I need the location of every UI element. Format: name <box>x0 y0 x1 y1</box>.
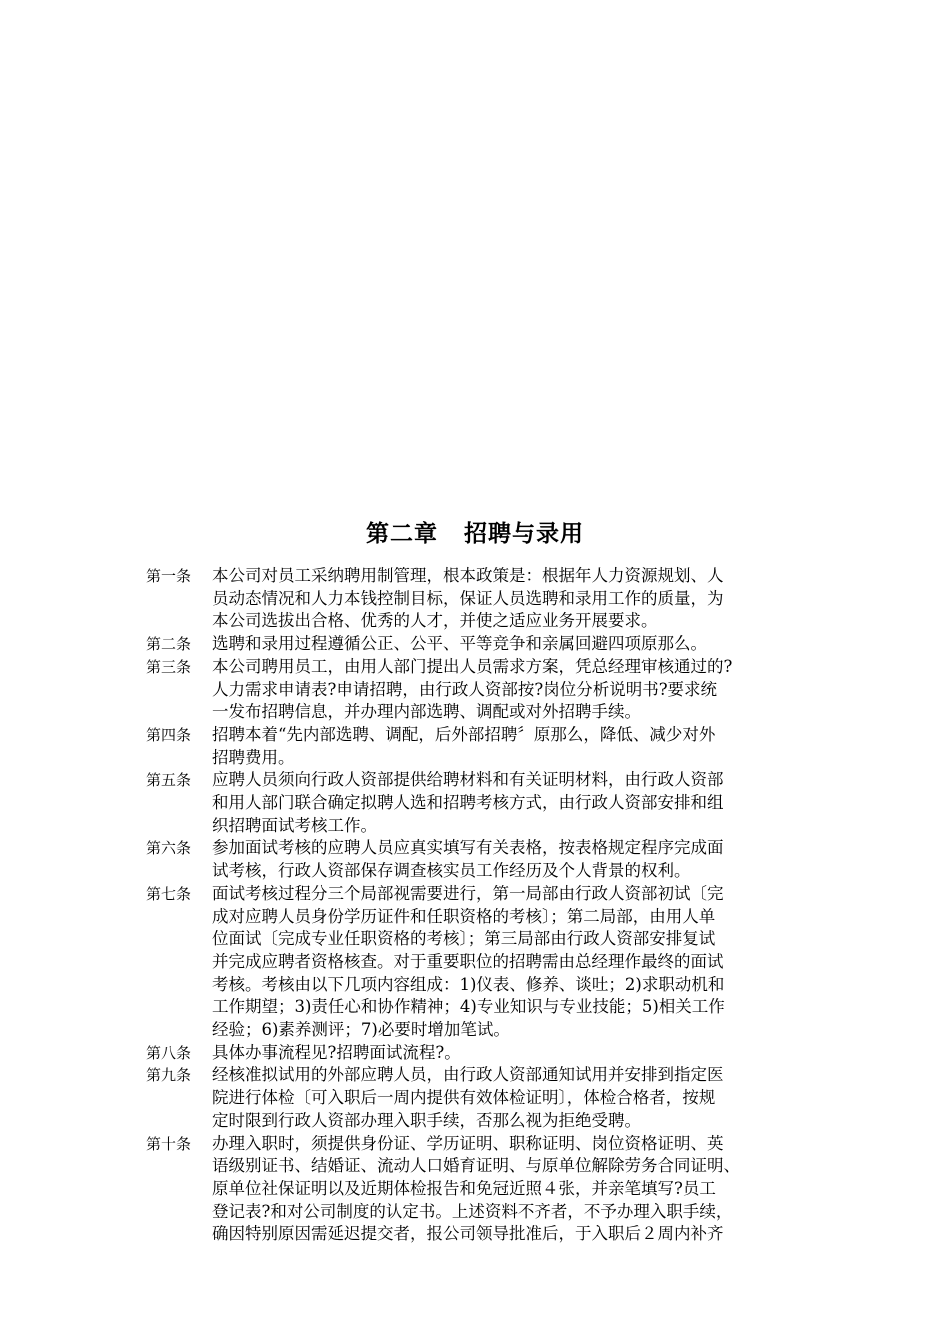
article-body <box>212 883 808 1042</box>
article-body <box>212 1042 808 1065</box>
article <box>146 769 816 837</box>
article-text-line: 和用人部门联合确定拟聘人选和招聘考核方式，由行政人资部安排和组 <box>212 793 724 813</box>
article-text-line: 工作期望；3)责任心和协作精神；4)专业知识与专业技能；5)相关工作 <box>212 997 725 1017</box>
article-text-line: 招聘费用。 <box>212 747 295 767</box>
article-label: 第九条 <box>146 1066 192 1085</box>
article-text-line: 参加面试考核的应聘人员应真实填写有关表格，按表格规定程序完成面 <box>212 838 724 858</box>
article-text-line: 人力需求申请表?申请招聘，由行政人资部按?岗位分析说明书?要求统 <box>212 679 718 699</box>
article-label: 第二条 <box>146 635 192 654</box>
article <box>146 633 816 656</box>
article-text-line: 一发布招聘信息，并办理内部选聘、调配或对外招聘手续。 <box>212 702 641 722</box>
article-body <box>212 565 808 633</box>
article-body <box>212 1064 808 1132</box>
article-text-line: 本公司对员工采纳聘用制管理，根本政策是：根据年人力资源规划、人 <box>212 566 724 585</box>
article-label: 第三条 <box>146 657 192 676</box>
article <box>146 883 816 1042</box>
article-label: 第六条 <box>146 839 192 858</box>
article <box>146 656 816 724</box>
article-label: 第七条 <box>146 884 192 903</box>
article-body <box>212 656 808 724</box>
article-text-line: 经验；6)素养测评；7)必要时增加笔试。 <box>212 1020 510 1040</box>
article-text-line: 原单位社保证明以及近期体检报告和免冠近照４张，并亲笔填写?员工 <box>212 1178 716 1198</box>
article-text-line: 确因特别原因需延迟提交者，报公司领导批准后，于入职后２周内补齐 <box>212 1224 724 1244</box>
article-text-line: 本公司聘用员工，由用人部门提出人员需求方案，凭总经理审核通过的? <box>212 656 733 676</box>
article-body <box>212 769 808 837</box>
article-text-line: 语级别证书、结婚证、流动人口婚育证明、与原单位解除劳务合同证明、 <box>212 1156 740 1176</box>
article-text-line: 经核准拟试用的外部应聘人员，由行政人资部通知试用并安排到指定医 <box>212 1065 724 1085</box>
article-label: 第八条 <box>146 1043 192 1062</box>
article <box>146 724 816 769</box>
article-text-line: 具体办事流程见?招聘面试流程?。 <box>212 1042 461 1062</box>
article-label: 第十条 <box>146 1134 192 1153</box>
article-text-line: 办理入职时，须提供身份证、学历证明、职称证明、岗位资格证明、英 <box>212 1133 724 1153</box>
article-text-line: 成对应聘人员身份学历证件和任职资格的考核〕；第二局部，由用人单 <box>212 906 716 926</box>
article-body <box>212 1133 808 1247</box>
article-text-line: 选聘和录用过程遵循公正、公平、平等竞争和亲属回避四项原那么。 <box>212 634 707 654</box>
article <box>146 1042 816 1065</box>
article-text-line: 考核。考核由以下几项内容组成：1)仪表、修养、谈吐；2)求职动机和 <box>212 974 725 994</box>
article-text-line: 员动态情况和人力本钱控制目标，保证人员选聘和录用工作的质量，为 <box>212 588 724 608</box>
article-text-line: 位面试〔完成专业任职资格的考核〕；第三局部由行政人资部安排复试 <box>212 929 716 949</box>
chapter-heading <box>0 516 950 552</box>
article <box>146 1064 816 1132</box>
article-body <box>212 633 808 656</box>
article-text-line: 定时限到行政人资部办理入职手续，否那么视为拒绝受聘。 <box>212 1110 641 1130</box>
article <box>146 565 816 633</box>
article-text-line: 面试考核过程分三个局部视需要进行，第一局部由行政人资部初试〔完 <box>212 883 724 903</box>
article-label: 第四条 <box>146 725 192 744</box>
articles-list <box>146 565 816 1246</box>
article-body <box>212 837 808 882</box>
article-text-line: 并完成应聘者资格核查。对于重要职位的招聘需由总经理作最终的面试 <box>212 951 724 971</box>
article-label: 第一条 <box>146 567 192 585</box>
article-text-line: 织招聘面试考核工作。 <box>212 815 377 835</box>
article <box>146 1133 816 1247</box>
article-text-line: 院进行体检〔可入职后一周内提供有效体检证明〕，体检合格者，按规 <box>212 1088 716 1108</box>
article <box>146 837 816 882</box>
article-text-line: 招聘本着“先内部选聘、调配，后外部招聘〞原那么，降低、减少对外 <box>212 724 716 744</box>
article-label: 第五条 <box>146 771 192 790</box>
article-text-line: 试考核，行政人资部保存调查核实员工作经历及个人背景的权利。 <box>212 861 691 881</box>
article-text-line: 应聘人员须向行政人资部提供给聘材料和有关证明材料，由行政人资部 <box>212 770 724 790</box>
article-text-line: 本公司选拔出合格、优秀的人才，并使之适应业务开展要求。 <box>212 611 658 631</box>
article-text-line: 登记表?和对公司制度的认定书。上述资料不齐者，不予办理入职手续， <box>212 1201 733 1221</box>
chapter-number: 第二章 <box>366 520 438 547</box>
chapter-title: 招聘与录用 <box>464 520 584 547</box>
article-body <box>212 724 808 769</box>
